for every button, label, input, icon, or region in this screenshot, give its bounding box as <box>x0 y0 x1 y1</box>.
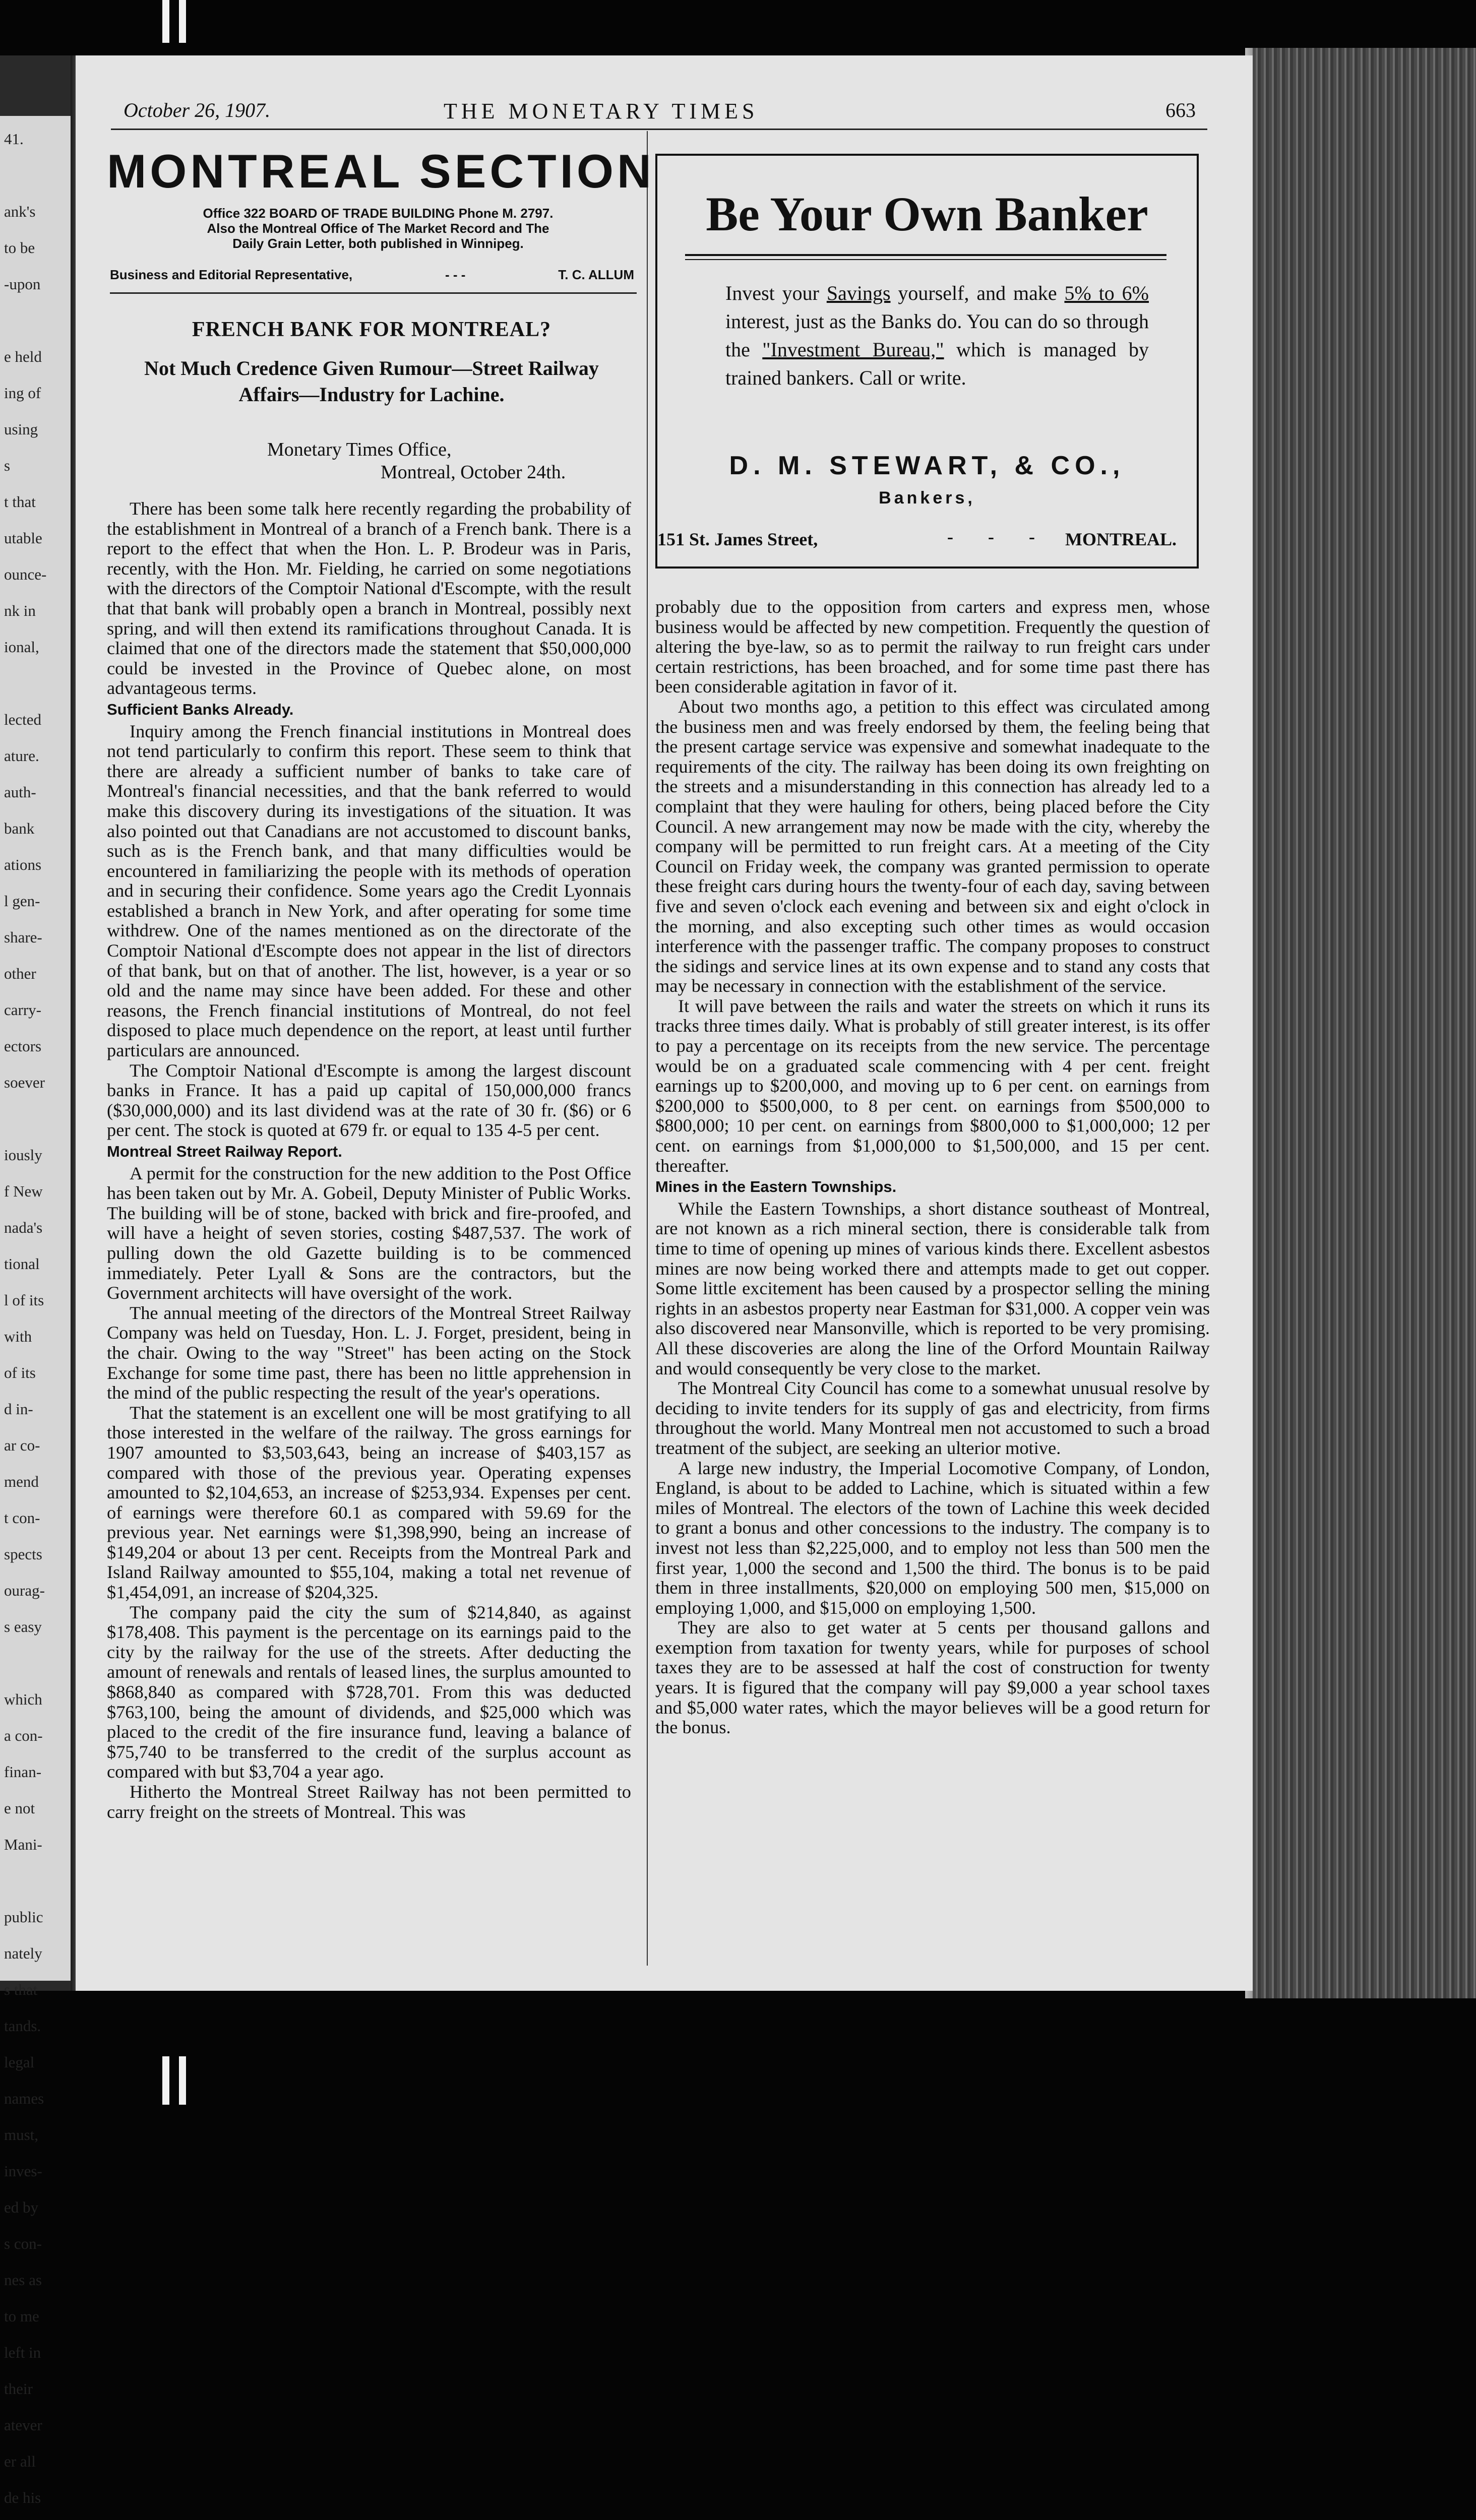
page-stack-edge <box>1253 48 1476 1998</box>
deck-line: Affairs—Industry for Lachine. <box>238 383 505 406</box>
advertisement-box <box>655 154 1199 569</box>
ad-text: yourself, and make <box>890 282 1065 304</box>
film-mark <box>179 0 186 43</box>
ad-rule <box>685 259 1166 260</box>
subheading: Montreal Street Railway Report. <box>107 1143 342 1160</box>
header-rule <box>111 129 1207 130</box>
paragraph: About two months ago, a petition to this effect was circulated among the business men and was freely endorsed by them, the feeling being that the present cartage service was expensive and somewhat inadequate to the requirements of the city. The railway has been doing its own freighting on the streets and a misunderstanding in this connection has already led to a complaint that they were hauling for others, being placed before the City Council. A new arrangement may now be made with the city, whereby the company will be permitted to run freight cars. At a meeting of the City Council on Friday week, the company was granted permission to operate these freight cars during hours the twenty-four of each day, saving between five and seven o'clock each evening and between six and eight o'clock in the morning, and also excepting such other times as would occasion interference with the passenger traffic. The company proposes to construct the sidings and service lines at its own expense and to stand any costs that may be necessary in connection with the establishment of the service. <box>655 696 1210 996</box>
subheading: Mines in the Eastern Townships. <box>655 1178 897 1196</box>
paragraph: The Comptoir National d'Escompte is among the largest discount banks in France. It has a paid up capital of 150,000,000 francs ($30,000,000) and its last dividend was at the rate of 30 fr. ($6) or 6 per cent. The stock is quoted at 679 fr. or equal to 135 4-5 per cent. <box>107 1060 631 1141</box>
dateline-office: Monetary Times Office, <box>267 439 452 460</box>
paragraph: The annual meeting of the directors of the Montreal Street Railway Company was held on Tuesday, Hon. L. J. Forget, president, being in the chair. Owing to the way "Street" has been acting on the Stock Exchange for some time past, there has been no little apprehension in the mind of the public respecting the result of the year's operations. <box>107 1302 631 1403</box>
column-rule <box>647 131 648 1966</box>
subheading: Sufficient Banks Already. <box>107 700 294 718</box>
ad-text: interest, just as the Banks do. You can do so through the <box>725 310 1149 361</box>
representative-line <box>110 267 634 283</box>
paragraph: probably due to the opposition from carters and express men, whose business would be affected by new competition. Frequently the question of altering the bye-law, so as to permit the railway to run freight cars under certain restrictions, has been broached, and for some time past there has been considerable agitation in favor of it. <box>655 597 1210 697</box>
ad-text-underlined: "Investment Bureau," <box>762 338 944 361</box>
page-number: 663 <box>1165 99 1196 121</box>
paragraph: Hitherto the Montreal Street Railway has not been permitted to carry freight on the streets of Montreal. This was <box>107 1782 631 1822</box>
ad-body <box>725 279 1149 392</box>
left-page-text: 41. ank's to be -upon e held ing of using s t that utable ounce- nk in ional, lected ature. auth- bank ations l gen- share- other carry- ectors soever iously f New nada's tional l of its with of its d in- ar co- mend t con- spects ourag- s easy which a con- finan- e not Mani- public nately s that tands. legal names must, inves- ed by s con- nes as to me left in their atever er all de his <box>4 130 47 2506</box>
dateline-place: Montreal, October 24th. <box>381 462 566 483</box>
film-mark <box>162 0 169 43</box>
article-headline: FRENCH BANK FOR MONTREAL? <box>192 318 551 341</box>
publication-title: THE MONETARY TIMES <box>444 99 759 123</box>
ad-address: 151 St. James Street, <box>657 529 818 549</box>
rep-dashes: - - - <box>445 267 466 282</box>
masthead-rule <box>110 292 637 294</box>
paragraph: While the Eastern Townships, a short distance southeast of Montreal, are not known as a rich mineral section, there is considerable talk from time to time of opening up mines of various kinds there. Excellent asbestos mines are now being worked there and attempts made to get out copper. Some little excitement has been caused by a prospector selling the mining rights in an asbestos property near Eastman for $31,000. A copper vein was also discovered near Mansonville, which is reported to be very promising. All these discoveries are along the line of the Orford Mountain Railway and would consequently be very close to the market. <box>655 1198 1210 1378</box>
paragraph: A permit for the construction for the new addition to the Post Office has been taken out by Mr. A. Gobeil, Deputy Minister of Public Works. The building will be of stone, backed with brick and fire-proofed, and will have a height of seven stories, costing $487,537. The work of pulling down the old Gazette building is to be commenced immediately. Peter Lyall & Sons are the contractors, but the Government architects will have oversight of the work. <box>107 1163 631 1303</box>
office-line: Office 322 BOARD OF TRADE BUILDING Phone M. 2797. <box>203 206 554 221</box>
ad-city: MONTREAL. <box>1065 529 1177 549</box>
film-mark <box>179 2056 186 2105</box>
rep-name: T. C. ALLUM <box>558 267 634 282</box>
left-column <box>107 499 631 1822</box>
paragraph: They are also to get water at 5 cents per thousand gallons and exemption from taxation for twenty years, while for purposes of school taxes they are to be assessed at half the cost of construction for twenty years. It is figured that the company will pay $9,000 a year school taxes and $5,000 water rates, which the mayor believes will be a good return for the bonus. <box>655 1617 1210 1738</box>
paragraph: There has been some talk here recently regarding the probability of the establishment in Montreal of a branch of a French bank. There is a report to the effect that when the Hon. L. P. Brodeur was in Paris, recently, with the Hon. Mr. Fielding, he carried on some negotiations with the directors of the Comptoir National d'Escompte, with the result that that bank will probably open a branch in Montreal, possibly next spring, and will then extend its ramifications throughout Canada. It is claimed that one of the directors made the statement that $50,000,000 could be invested in the Province of Quebec alone, on most advantageous terms. <box>107 498 631 699</box>
ad-rule <box>685 254 1166 256</box>
ad-bankers: Bankers, <box>879 488 975 508</box>
deck-line: Not Much Credence Given Rumour—Street Railway <box>144 357 599 380</box>
ad-dashes: - - - <box>947 527 1050 547</box>
ad-text-underlined: Savings <box>826 282 891 304</box>
paragraph: That the statement is an excellent one will be most gratifying to all those interested in the welfare of the railway. The gross earnings for 1907 amounted to $3,503,643, being an increase of $403,157 as compared with those of the previous year. Operating expenses amounted to $2,104,653, an increase of $253,934. Expenses per cent. of earnings were therefore 60.1 as compared with 59.69 for the previous year. Net earnings were $1,398,990, being an increase of $149,204 or about 13 per cent. Receipts from the Montreal Park and Island Railway amounted to $55,104, making a total net revenue of $1,454,091, an increase of $204,325. <box>107 1402 631 1603</box>
paragraph: The Montreal City Council has come to a somewhat unusual resolve by deciding to invite tenders for its supply of gas and electricity, from firms throughout the world. Many Montreal men not accustomed to such a broad treatment of the subject, are seeking an ulterior motive. <box>655 1378 1210 1458</box>
rep-label: Business and Editorial Representative, <box>110 267 353 282</box>
section-title: MONTREAL SECTION <box>107 145 655 198</box>
ad-text-underlined: 5% to 6% <box>1064 282 1149 304</box>
office-line: Also the Montreal Office of The Market Record and The <box>207 221 549 236</box>
office-line: Daily Grain Letter, both published in Winnipeg. <box>232 236 524 251</box>
film-mark <box>162 2056 169 2105</box>
paragraph: A large new industry, the Imperial Locomotive Company, of London, England, is about to be added to Lachine, which is situated within a few miles of Montreal. The electors of the town of Lachine this week decided to grant a bonus and other concessions to the industry. The company is to invest not less than $2,225,000, and to employ not less than 500 men the first year, 1,000 the second and 1,500 the third. The bonus is to be paid them in three installments, $20,000 on employing 500 men, $15,000 on employing 1,000, and $15,000 on employing 1,500. <box>655 1458 1210 1618</box>
ad-text: which is managed by trained bankers. Call or write. <box>725 338 1149 389</box>
ad-firm-name: D. M. STEWART, & CO., <box>729 451 1125 480</box>
right-column <box>655 597 1210 1738</box>
issue-date: October 26, 1907. <box>124 99 271 121</box>
office-info <box>121 206 635 251</box>
ad-text: Invest your <box>725 282 827 304</box>
ad-title: Be Your Own Banker <box>706 187 1148 241</box>
paragraph: It will pave between the rails and water the streets on which it runs its tracks three times daily. What is probably of still greater interest, is its offer to pay a percentage on its receipts from the new service. The percentage would be on a graduated scale commencing with 4 per cent. freight earnings up to $200,000, and moving up to 6 per cent. on earnings from $200,000 to $500,000, to 8 per cent. on earnings from $500,000 to $800,000; 10 per cent. on earnings from $800,000 to $1,000,000; 12 per cent. on earnings from $1,000,000 to $1,500,000, and 15 per cent. thereafter. <box>655 995 1210 1176</box>
article-deck <box>107 355 636 408</box>
paragraph: Inquiry among the French financial institutions in Montreal does not tend particularly to confirm this report. These seem to think that there are already a sufficient number of banks to take care of Montreal's financial necessities, and that the bank referred to would make this discovery during its investigations of the situation. It was also pointed out that Canadians are not accustomed to discount banks, such as is the French bank, and that many difficulties would be encountered in familiarizing the people with its methods of operation and in securing their confidence. Some years ago the Credit Lyonnais established a branch in New York, and after operating for some time withdrew. One of the names mentioned as on the directorate of the Comptoir National d'Escompte does not appear in the list of directors of that bank, but on that of another. The list, however, is a year or so old and the name may since have been added. For these and other reasons, the French financial institutions of Montreal, do not feel disposed to place much dependence on the report, at least until further particulars are announced. <box>107 721 631 1061</box>
paragraph: The company paid the city the sum of $214,840, as against $178,408. This payment is the percentage on its earnings paid to the city by the railway for the use of the streets. After deducting the amount of renewals and rentals of leased lines, the surplus amounted to $868,840 as compared with $728,701. From this was deducted $763,100, being the amount of dividends, and $25,000 which was placed to the credit of the fire insurance fund, leaving a balance of $75,740 to be transferred to the credit of the surplus account as compared with but $3,704 a year ago. <box>107 1602 631 1782</box>
